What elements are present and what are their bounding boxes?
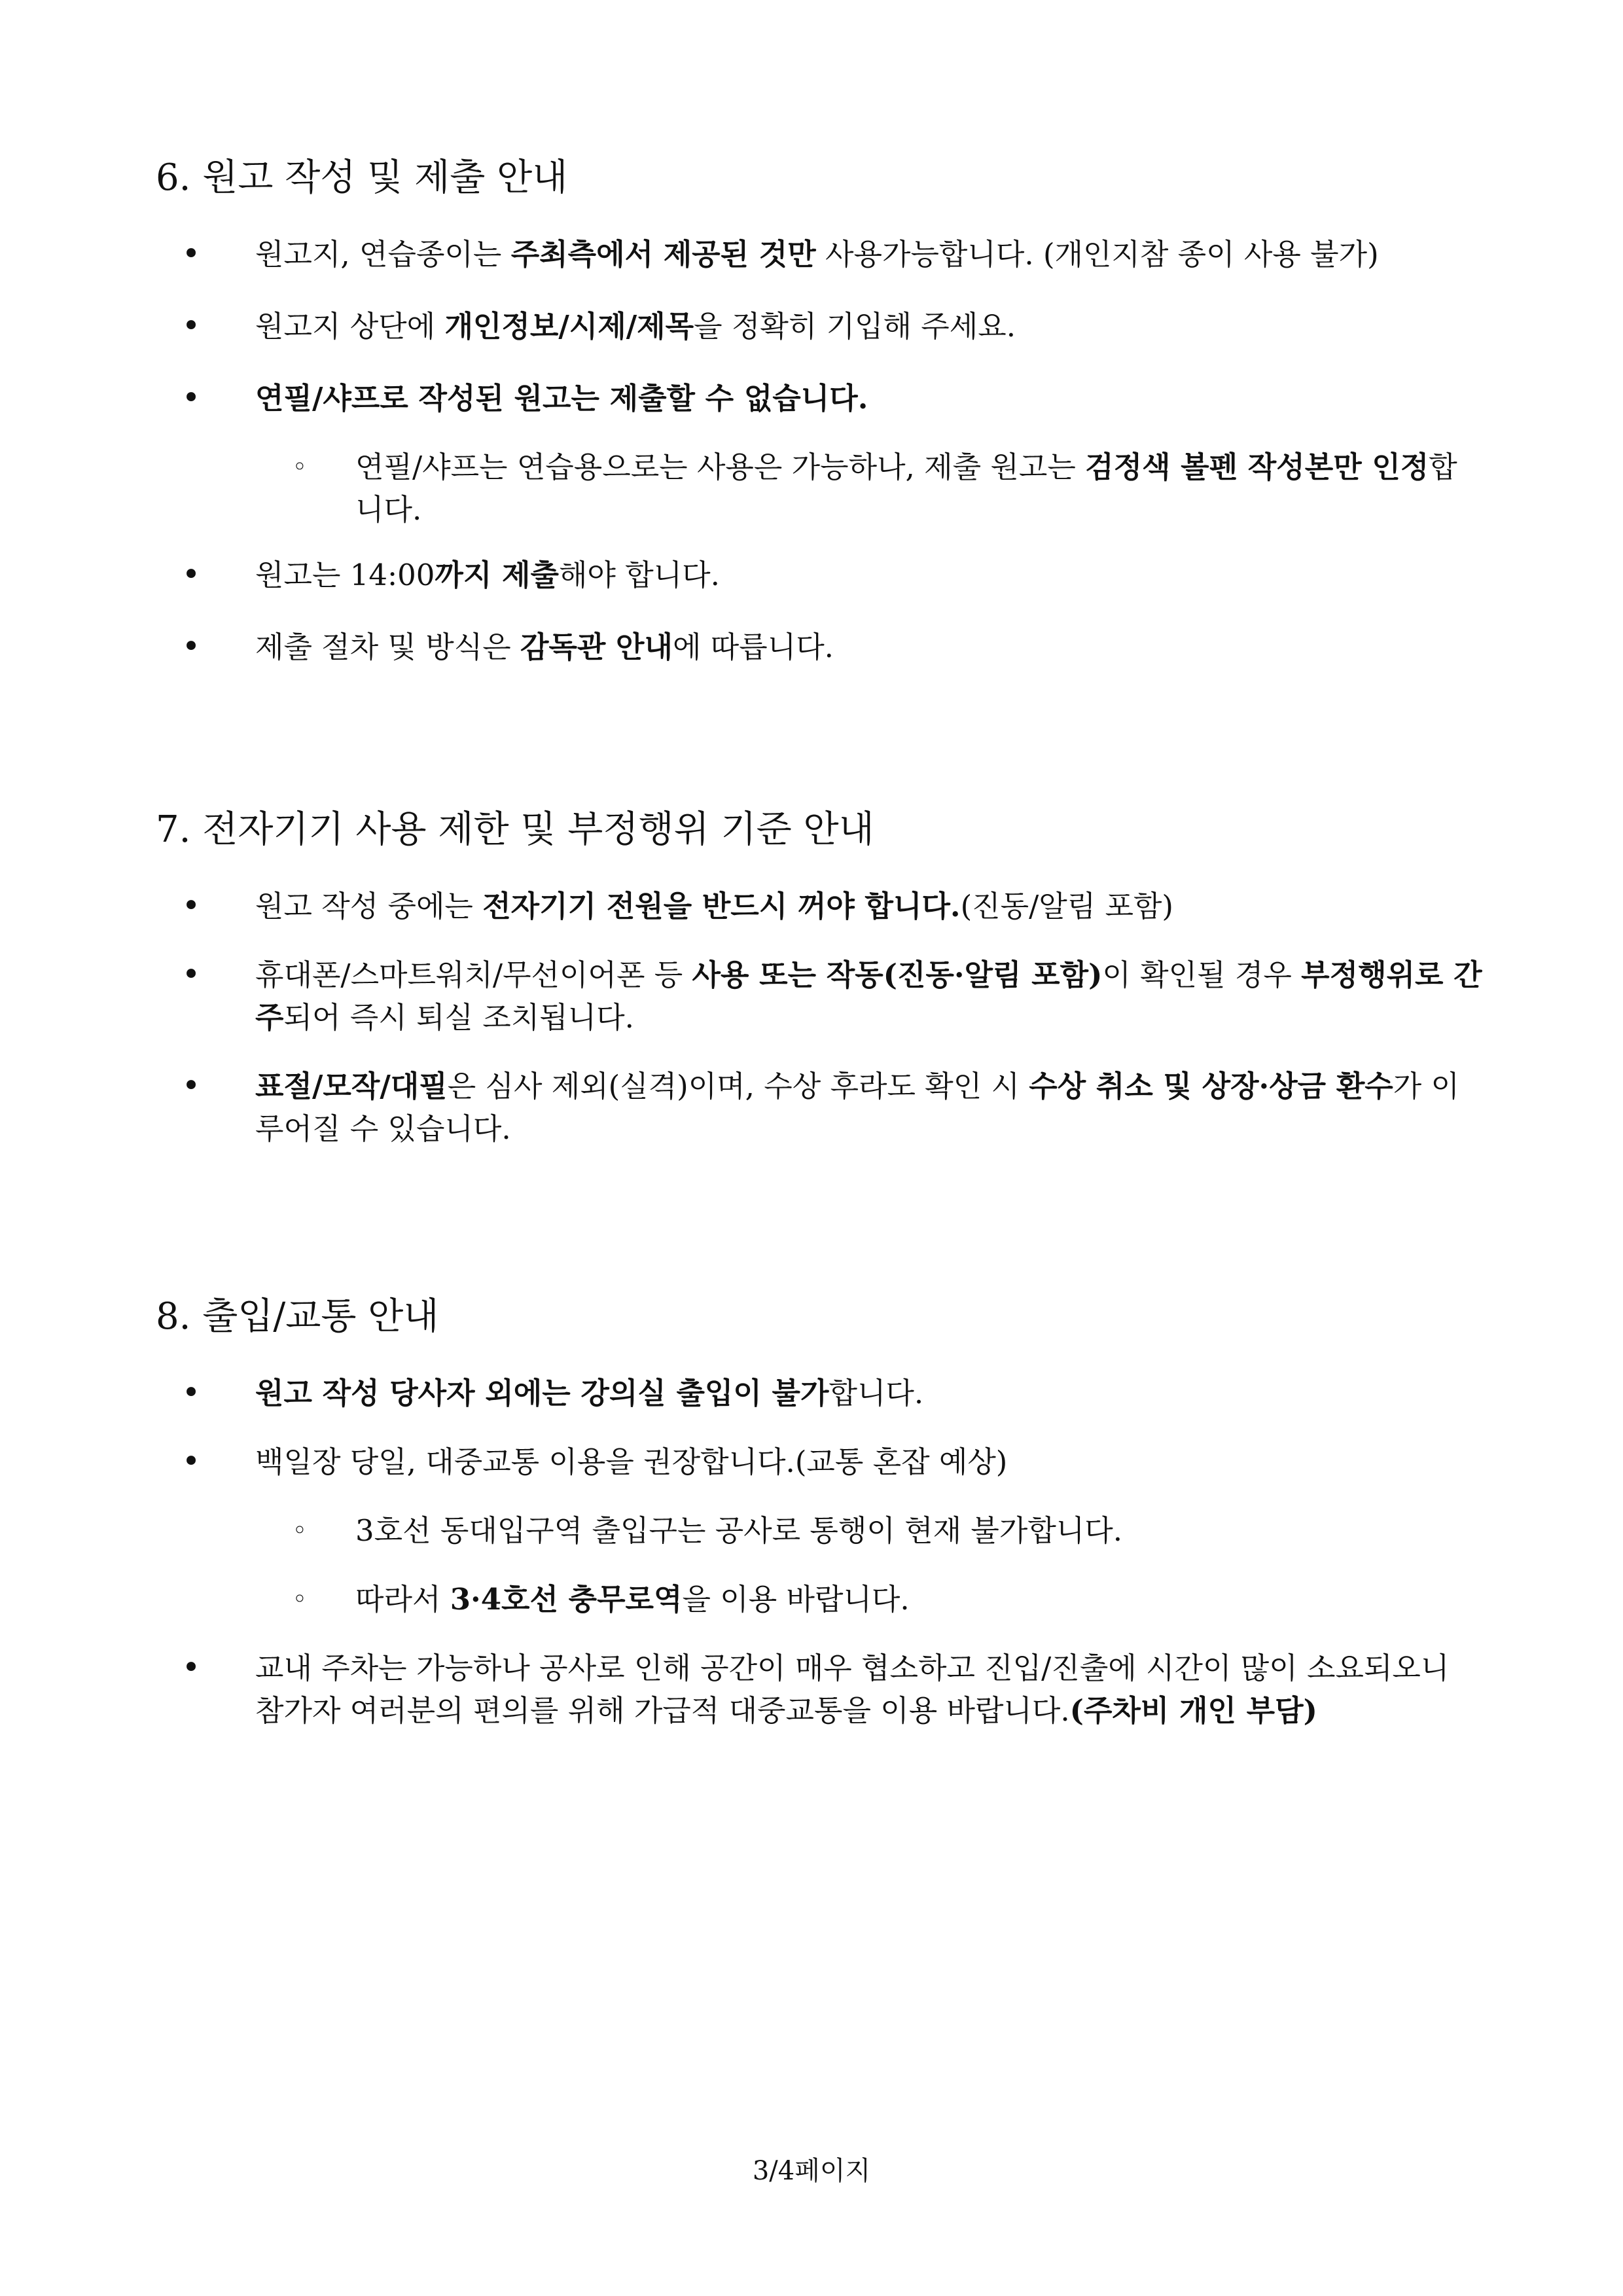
section-title: 7. 전자기기 사용 제한 및 부정행위 기준 안내 xyxy=(156,808,874,851)
bullet-icon: • xyxy=(181,236,201,272)
section-title: 6. 원고 작성 및 제출 안내 xyxy=(156,156,568,199)
bullet-icon: • xyxy=(181,628,201,665)
item-text: 사용가능합니다. (개인지참 종이 사용 불가) xyxy=(815,237,1379,272)
list-item xyxy=(181,554,1486,596)
bullet-icon: • xyxy=(181,1067,201,1104)
item-text: 합니다. xyxy=(355,450,1457,527)
list-item xyxy=(292,1509,1484,1552)
bullet-icon: ◦ xyxy=(292,1585,308,1613)
page-number: 3/4페이지 xyxy=(752,2156,871,2186)
item-text: 원고지 상단에 xyxy=(255,309,445,344)
list-item xyxy=(181,1065,1486,1150)
item-text-bold: 주최측에서 제공된 것만 xyxy=(510,237,816,272)
bullet-icon: • xyxy=(181,1374,201,1411)
item-text: 휴대폰/스마트워치/무선이어폰 등 xyxy=(255,958,692,992)
list-item xyxy=(181,233,1486,276)
item-text-bold: 원고 작성 당사자 외에는 강의실 출입이 불가 xyxy=(255,1376,829,1410)
bullet-icon: • xyxy=(181,888,201,924)
item-text: 은 심사 제외(실격)이며, 수상 후라도 확인 시 xyxy=(447,1069,1029,1103)
item-text-bold: 연필/샤프로 작성된 원고는 제출할 수 없습니다. xyxy=(255,381,868,416)
item-text: 3호선 동대입구역 출입구는 공사로 통행이 현재 불가합니다. xyxy=(355,1513,1123,1548)
item-text: 합니다. xyxy=(829,1376,924,1410)
item-text-bold: 개인정보/시제/제목 xyxy=(444,309,694,344)
list-item xyxy=(181,1441,1486,1483)
item-text: 을 정확히 기입해 주세요. xyxy=(694,309,1016,344)
list-item xyxy=(181,1647,1486,1732)
item-text-bold: 표절/모작/대필 xyxy=(255,1069,448,1103)
item-text: 제출 절차 및 방식은 xyxy=(255,630,520,664)
list-item xyxy=(181,1372,1486,1414)
list-item xyxy=(292,1578,1484,1621)
item-text: 연필/샤프는 연습용으로는 사용은 가능하나, 제출 원고는 xyxy=(355,450,1086,484)
item-text-bold: 수상 취소 및 상장·상금 환수 xyxy=(1029,1069,1393,1103)
item-text-bold: 전자기기 전원을 반드시 꺼야 합니다. xyxy=(482,889,961,924)
bullet-icon: ◦ xyxy=(292,1516,308,1545)
item-text: 되어 즉시 퇴실 조치됩니다. xyxy=(283,1000,634,1035)
item-text: 해야 합니다. xyxy=(558,558,720,592)
item-text: 원고 작성 중에는 xyxy=(255,889,483,924)
bullet-icon: • xyxy=(181,308,201,344)
bullet-icon: • xyxy=(181,1443,201,1480)
item-text: 원고지, 연습종이는 xyxy=(255,237,511,272)
section-title: 8. 출입/교통 안내 xyxy=(156,1295,439,1338)
item-text: 백일장 당일, 대중교통 이용을 권장합니다.(교통 혼잡 예상) xyxy=(255,1444,1008,1479)
item-text-bold: 3·4호선 충무로역 xyxy=(450,1582,683,1617)
item-text-bold: 까지 제출 xyxy=(435,558,559,592)
item-text: 따라서 xyxy=(355,1582,450,1617)
list-item xyxy=(181,377,1486,420)
item-text-bold: 사용 또는 작동(진동·알림 포함) xyxy=(692,958,1103,992)
item-text: 교내 주차는 가능하나 공사로 인해 공간이 매우 협소하고 진입/진출에 시간이 많이 소요되오니 참가자 여러분의 편의를 위해 가급적 대중교통을 이용 바랍니다. xyxy=(255,1651,1450,1728)
bullet-icon: • xyxy=(181,556,201,593)
item-text: (진동/알림 포함) xyxy=(960,889,1173,924)
item-text: 원고는 14:00 xyxy=(255,558,435,592)
item-text-bold: 검정색 볼펜 작성본만 인정 xyxy=(1085,450,1429,484)
bullet-icon: • xyxy=(181,1649,201,1686)
item-text: 을 이용 바랍니다. xyxy=(682,1582,910,1617)
list-item xyxy=(181,305,1486,348)
list-item xyxy=(181,954,1486,1039)
item-text-bold: (주차비 개인 부담) xyxy=(1069,1693,1317,1728)
list-item xyxy=(181,626,1486,668)
bullet-icon: • xyxy=(181,380,201,416)
bullet-icon: ◦ xyxy=(292,452,308,481)
item-text: 가 이루어질 수 있습니다. xyxy=(255,1069,1460,1146)
list-item xyxy=(181,885,1486,927)
bullet-icon: • xyxy=(181,956,201,993)
item-text: 이 확인될 경우 xyxy=(1102,958,1302,992)
item-text-bold: 감독관 안내 xyxy=(520,630,673,664)
item-text-bold: 부정행위로 간주 xyxy=(255,958,1482,1035)
list-item xyxy=(292,446,1484,531)
item-text: 에 따릅니다. xyxy=(673,630,834,664)
